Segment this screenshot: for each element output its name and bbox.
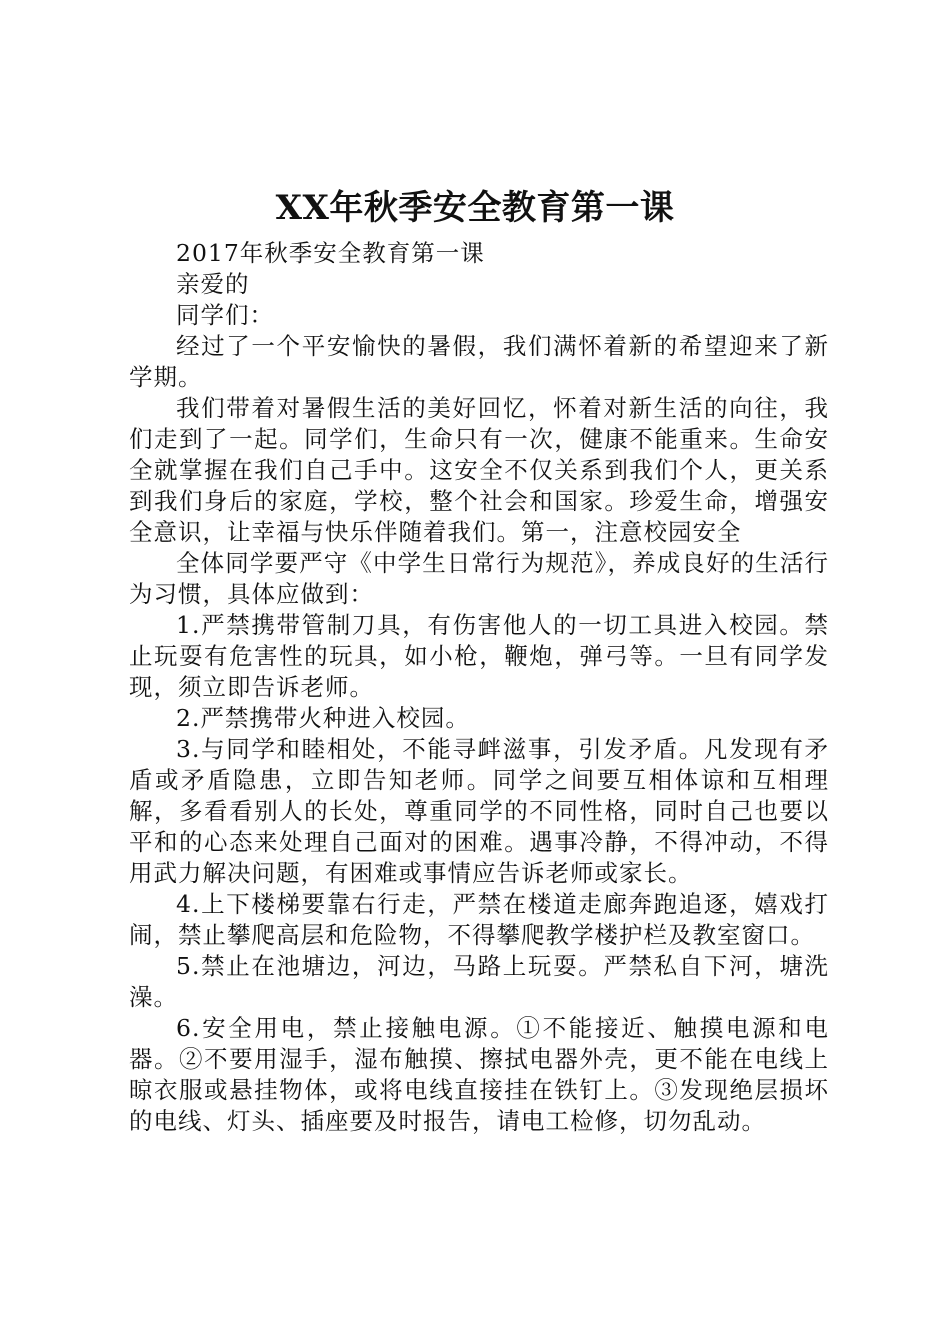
paragraph-rule-4: 4.上下楼梯要靠右行走，严禁在楼道走廊奔跑追逐，嬉戏打闹，禁止攀爬高层和危险物，不得攀爬教学楼护栏及教室窗口。: [129, 890, 829, 949]
paragraph-subtitle: 2017年秋季安全教育第一课: [176, 239, 485, 267]
paragraph-rule-6: 6.安全用电，禁止接触电源。①不能接近、触摸电源和电器。②不要用湿手，湿布触摸、擦拭电器外壳，更不能在电线上晾衣服或悬挂物体，或将电线直接挂在铁钉上。③发现绝层损坏的电线、灯头、插座要及时报告，请电工检修，切勿乱动。: [129, 1014, 829, 1135]
paragraph-rules-intro: 全体同学要严守《中学生日常行为规范》，养成良好的生活行为习惯，具体应做到：: [129, 549, 829, 608]
paragraph-life-safety: 我们带着对暑假生活的美好回忆，怀着对新生活的向往，我们走到了一起。同学们，生命只有一次，健康不能重来。生命安全就掌握在我们自己手中。这安全不仅关系到我们个人，更关系到我们身后的家庭，学校，整个社会和国家。珍爱生命，增强安全意识，让幸福与快乐伴随着我们。第一，注意校园安全: [129, 394, 829, 546]
document-body: [129, 238, 829, 1137]
paragraph-intro: 经过了一个平安愉快的暑假，我们满怀着新的希望迎来了新学期。: [129, 332, 829, 391]
paragraph-rule-2: 2.严禁携带火种进入校园。: [176, 704, 470, 732]
paragraph-rule-1: 1.严禁携带管制刀具，有伤害他人的一切工具进入校园。禁止玩耍有危害性的玩具，如小枪，鞭炮，弹弓等。一旦有同学发现，须立即告诉老师。: [129, 611, 829, 701]
document-title: XX年秋季安全教育第一课: [275, 188, 675, 228]
paragraph-salutation-2: 同学们：: [176, 301, 274, 329]
paragraph-rule-3: 3.与同学和睦相处，不能寻衅滋事，引发矛盾。凡发现有矛盾或矛盾隐患，立即告知老师。同学之间要互相体谅和互相理解，多看看别人的长处，尊重同学的不同性格，同时自己也要以平和的心态来处理自己面对的困难。遇事冷静，不得冲动，不得用武力解决问题，有困难或事情应告诉老师或家长。: [129, 735, 829, 887]
paragraph-salutation-1: 亲爱的: [176, 270, 250, 298]
paragraph-rule-5: 5.禁止在池塘边，河边，马路上玩耍。严禁私自下河，塘洗澡。: [129, 952, 829, 1011]
